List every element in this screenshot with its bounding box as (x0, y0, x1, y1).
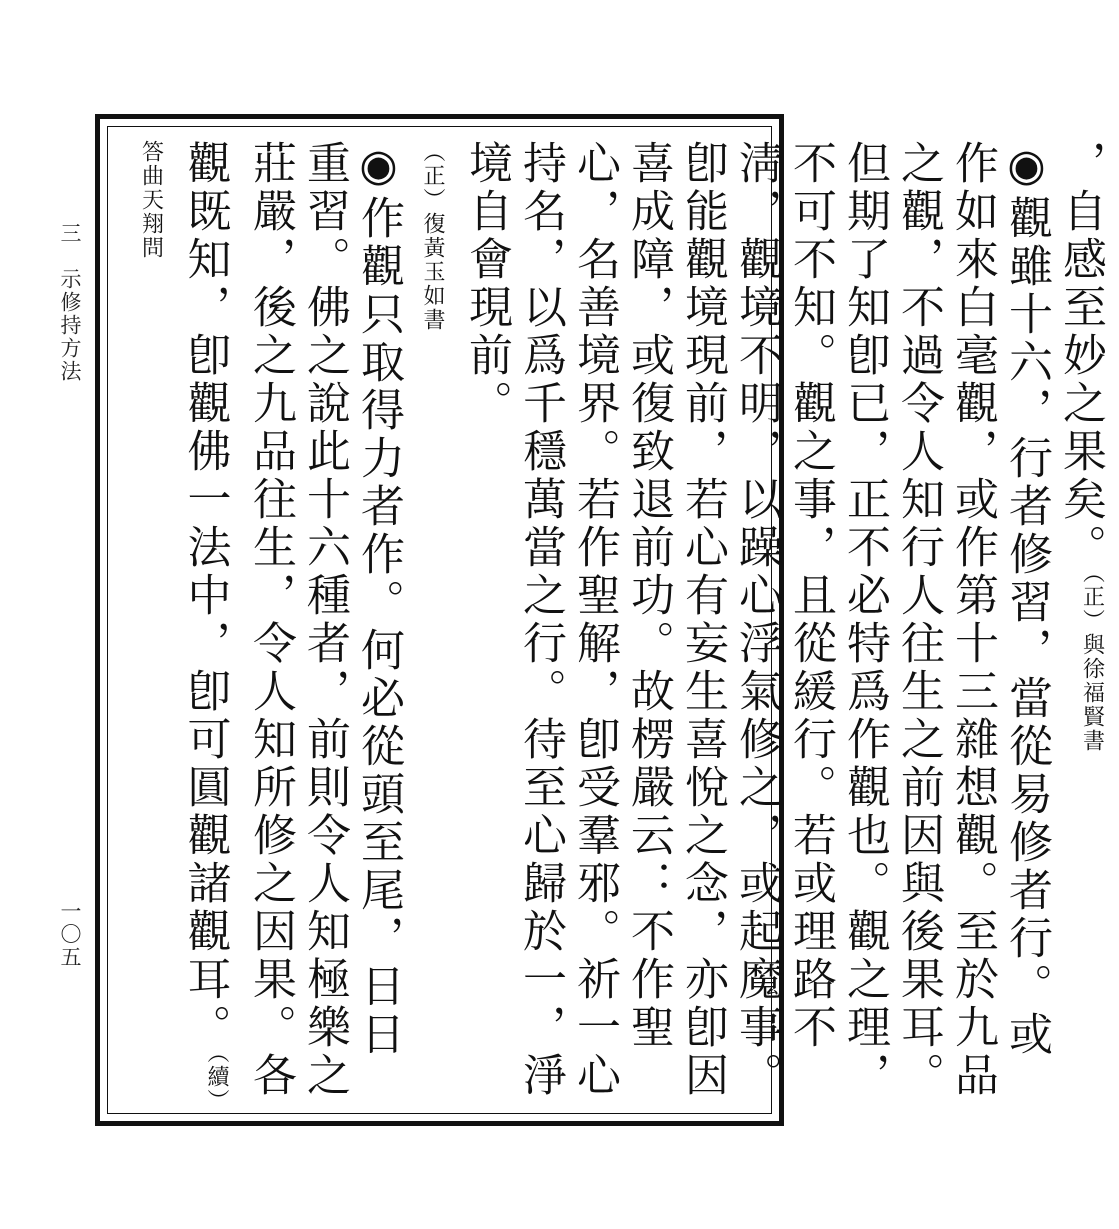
page-number: 一〇五 (58, 900, 82, 969)
paragraph-text: ◉作觀只取得力者作。何必從頭至尾，日日重習。佛之說此十六種者，前則令人知極樂之莊嚴，後之九品往生，令人知所修之因果。各觀既知，卽觀佛一法中，卽可圓觀諸觀耳。 (179, 140, 404, 1100)
section-title: 三 示修持方法 (58, 222, 82, 383)
source-citation: （續）答曲天翔問 (138, 140, 229, 1102)
paragraph-text: ，自感至妙之果矣。 (1055, 140, 1106, 572)
source-citation: （正）與徐福賢書 (1079, 572, 1105, 753)
paragraph-3 (112, 140, 405, 1105)
source-citation-line (405, 140, 459, 1105)
main-text-block (112, 140, 1119, 1105)
source-citation: （正）復黃玉如書 (420, 140, 445, 332)
paragraph-2 (459, 140, 1053, 1105)
paragraph-1 (1053, 140, 1119, 1105)
paragraph-text: ◉觀雖十六，行者修習，當從易修者行。或作如來白毫觀，或作第十三雜想觀。至於九品之觀，不過令人知行人往生之前因與後果耳。但期了知卽已，正不必特爲作觀也。觀之理，不可不知。觀之事，且從緩行。若或理路不淸，觀境不明，以躁心浮氣修之，或起魔事。卽能觀境現前，若心有妄生喜悅之念，亦卽因喜成障，或復致退前功。故楞嚴云：不作聖心，名善境界。若作聖解，卽受羣邪。祈一心持名，以爲千穩萬當之行。待至心歸於一，淨境自會現前。 (461, 140, 1052, 1100)
